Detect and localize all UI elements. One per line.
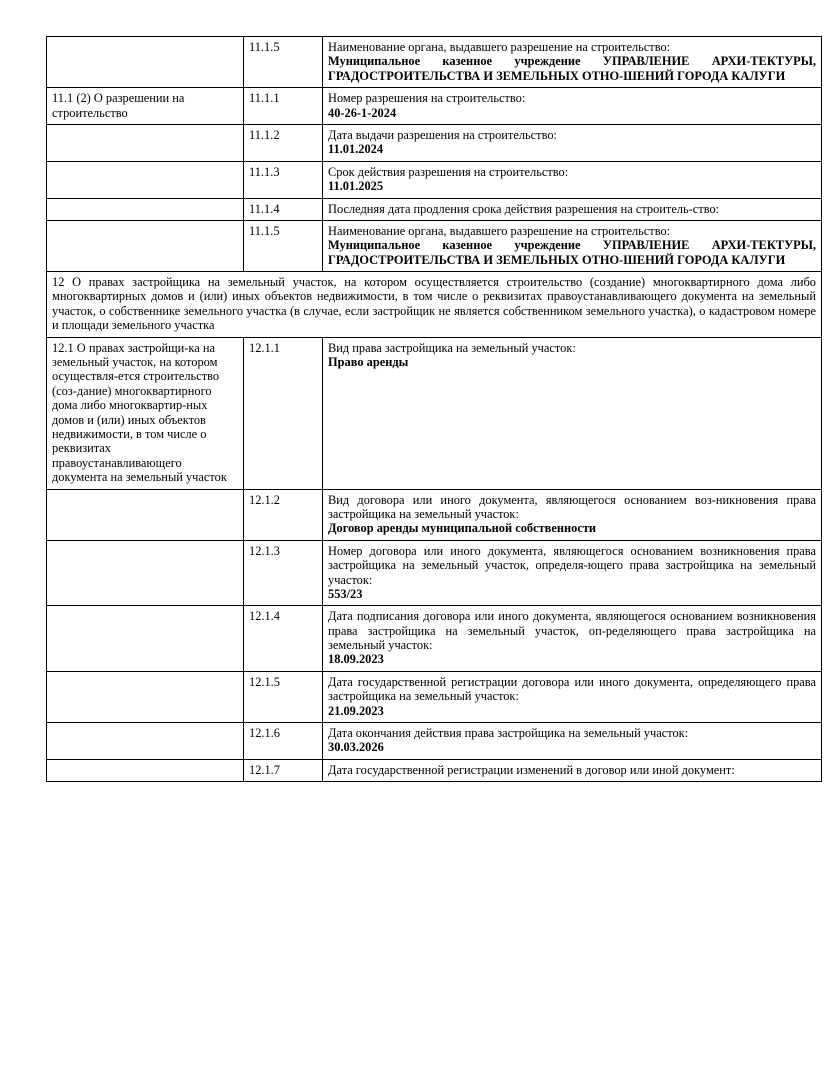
row-code: 12.1.1: [244, 337, 323, 489]
row-code: 11.1.2: [244, 124, 323, 161]
row-label: [47, 37, 244, 88]
row-body-bold: Право аренды: [328, 355, 409, 370]
table-row: [47, 723, 822, 760]
row-body: [323, 337, 822, 489]
row-code: 12.1.4: [244, 606, 323, 672]
row-label: [47, 489, 244, 540]
row-body: [323, 37, 822, 88]
row-body-plain: Номер разрешения на строительство:: [328, 91, 526, 106]
table-row: [47, 759, 822, 781]
row-body-bold: Договор аренды муниципальной собственности: [328, 521, 597, 536]
row-label: [47, 540, 244, 606]
row-body-bold: 21.09.2023: [328, 703, 384, 718]
row-body: [323, 161, 822, 198]
row-label: [47, 198, 244, 220]
table-row: [47, 671, 822, 722]
row-code: 11.1.5: [244, 220, 323, 271]
table-row: [47, 337, 822, 489]
row-body-plain: Дата государственной регистрации договора или иного документа, определяющего права застройщика на земельный участок:: [328, 674, 816, 704]
section-12-text: 12 О правах застройщика на земельный участок, на котором осуществляется строительство (создание) многоквартирного дома либо многоквартирных домов и (или) иных объектов недвижимости, в том числе о реквизитах правоустанавливающего документа на земельный участок, о собственнике земельного участка (в случае, если застройщик не является собственником земельного участка), о кадастровом номере и площади земельного участка: [47, 272, 822, 338]
row-body-plain: Вид договора или иного документа, являющегося основанием воз-никновения права застройщика на земельный участок:: [328, 492, 816, 521]
row-body: [323, 220, 822, 271]
row-body-plain: Дата окончания действия права застройщика на земельный участок:: [328, 726, 689, 741]
row-body-plain: Наименование органа, выдавшего разрешение на строительство:: [328, 223, 671, 238]
row-body-plain: Вид права застройщика на земельный участок:: [328, 340, 576, 355]
row-code: 12.1.7: [244, 759, 323, 781]
row-code: 11.1.1: [244, 88, 323, 125]
row-code: 11.1.5: [244, 37, 323, 88]
table-row: [47, 540, 822, 606]
row-body-plain: Срок действия разрешения на строительство:: [328, 164, 569, 179]
row-label: [47, 161, 244, 198]
table-row: [47, 606, 822, 672]
row-code: 12.1.6: [244, 723, 323, 760]
row-body: [323, 606, 822, 672]
row-code: 11.1.3: [244, 161, 323, 198]
row-body-plain: Дата выдачи разрешения на строительство:: [328, 127, 558, 142]
row-body-plain: Номер договора или иного документа, являющегося основанием возникновения права застройщика на земельный участок, определя-ющего права застройщика на земельный участок:: [328, 543, 816, 587]
row-code: 12.1.3: [244, 540, 323, 606]
row-body-plain: Наименование органа, выдавшего разрешение на строительство:: [328, 40, 671, 54]
declaration-table: [46, 36, 822, 782]
row-body: [323, 723, 822, 760]
table-row: [47, 161, 822, 198]
row-body-bold: 18.09.2023: [328, 652, 384, 667]
row-label: [47, 759, 244, 781]
table-row: [47, 198, 822, 220]
row-body-plain: Дата подписания договора или иного документа, являющегося основанием возникновения права застройщика на земельный участок, оп-ределяющего права застройщика на земельный участок:: [328, 609, 816, 653]
row-label: [47, 671, 244, 722]
table-row: [47, 88, 822, 125]
row-body: [323, 489, 822, 540]
row-body-bold: Муниципальное казенное учреждение УПРАВЛЕНИЕ АРХИ-ТЕКТУРЫ, ГРАДОСТРОИТЕЛЬСТВА И ЗЕМЕЛЬНЫХ ОТНО-ШЕНИЙ ГОРОДА КАЛУГИ: [328, 238, 816, 267]
row-body-bold: 30.03.2026: [328, 740, 384, 755]
row-body-plain: Последняя дата продления срока действия разрешения на строитель-ство:: [328, 201, 720, 216]
row-body-plain: Дата государственной регистрации изменений в договор или иной документ:: [328, 762, 735, 777]
row-label: [47, 220, 244, 271]
row-body-bold: 11.01.2025: [328, 179, 384, 194]
row-label: [47, 606, 244, 672]
row-body: [323, 88, 822, 125]
row-body-bold: 553/23: [328, 586, 363, 601]
row-label: 11.1 (2) О разрешении на строительство: [47, 88, 244, 125]
row-body-bold: 11.01.2024: [328, 142, 384, 157]
row-label: [47, 723, 244, 760]
table-row: [47, 37, 822, 88]
row-label: [47, 124, 244, 161]
table-row: [47, 489, 822, 540]
row-code: 12.1.5: [244, 671, 323, 722]
table-row: [47, 220, 822, 271]
row-code: 11.1.4: [244, 198, 323, 220]
row-body: [323, 759, 822, 781]
section-12-row: [47, 272, 822, 338]
row-body: [323, 124, 822, 161]
table-row: [47, 124, 822, 161]
row-code: 12.1.2: [244, 489, 323, 540]
row-body: [323, 198, 822, 220]
row-body: [323, 540, 822, 606]
row-label: 12.1 О правах застройщи-ка на земельный участок, на котором осуществля-ется строительство (соз-дание) многоквартирного дома либо многоквартир-ных домов и (или) иных объектов недвижимости, в том числе о реквизитах правоустанавливающего документа на земельный участок: [47, 337, 244, 489]
row-body-bold: Муниципальное казенное учреждение УПРАВЛЕНИЕ АРХИ-ТЕКТУРЫ, ГРАДОСТРОИТЕЛЬСТВА И ЗЕМЕЛЬНЫХ ОТНО-ШЕНИЙ ГОРОДА КАЛУГИ: [328, 54, 816, 83]
row-body: [323, 671, 822, 722]
row-body-bold: 40-26-1-2024: [328, 105, 397, 120]
